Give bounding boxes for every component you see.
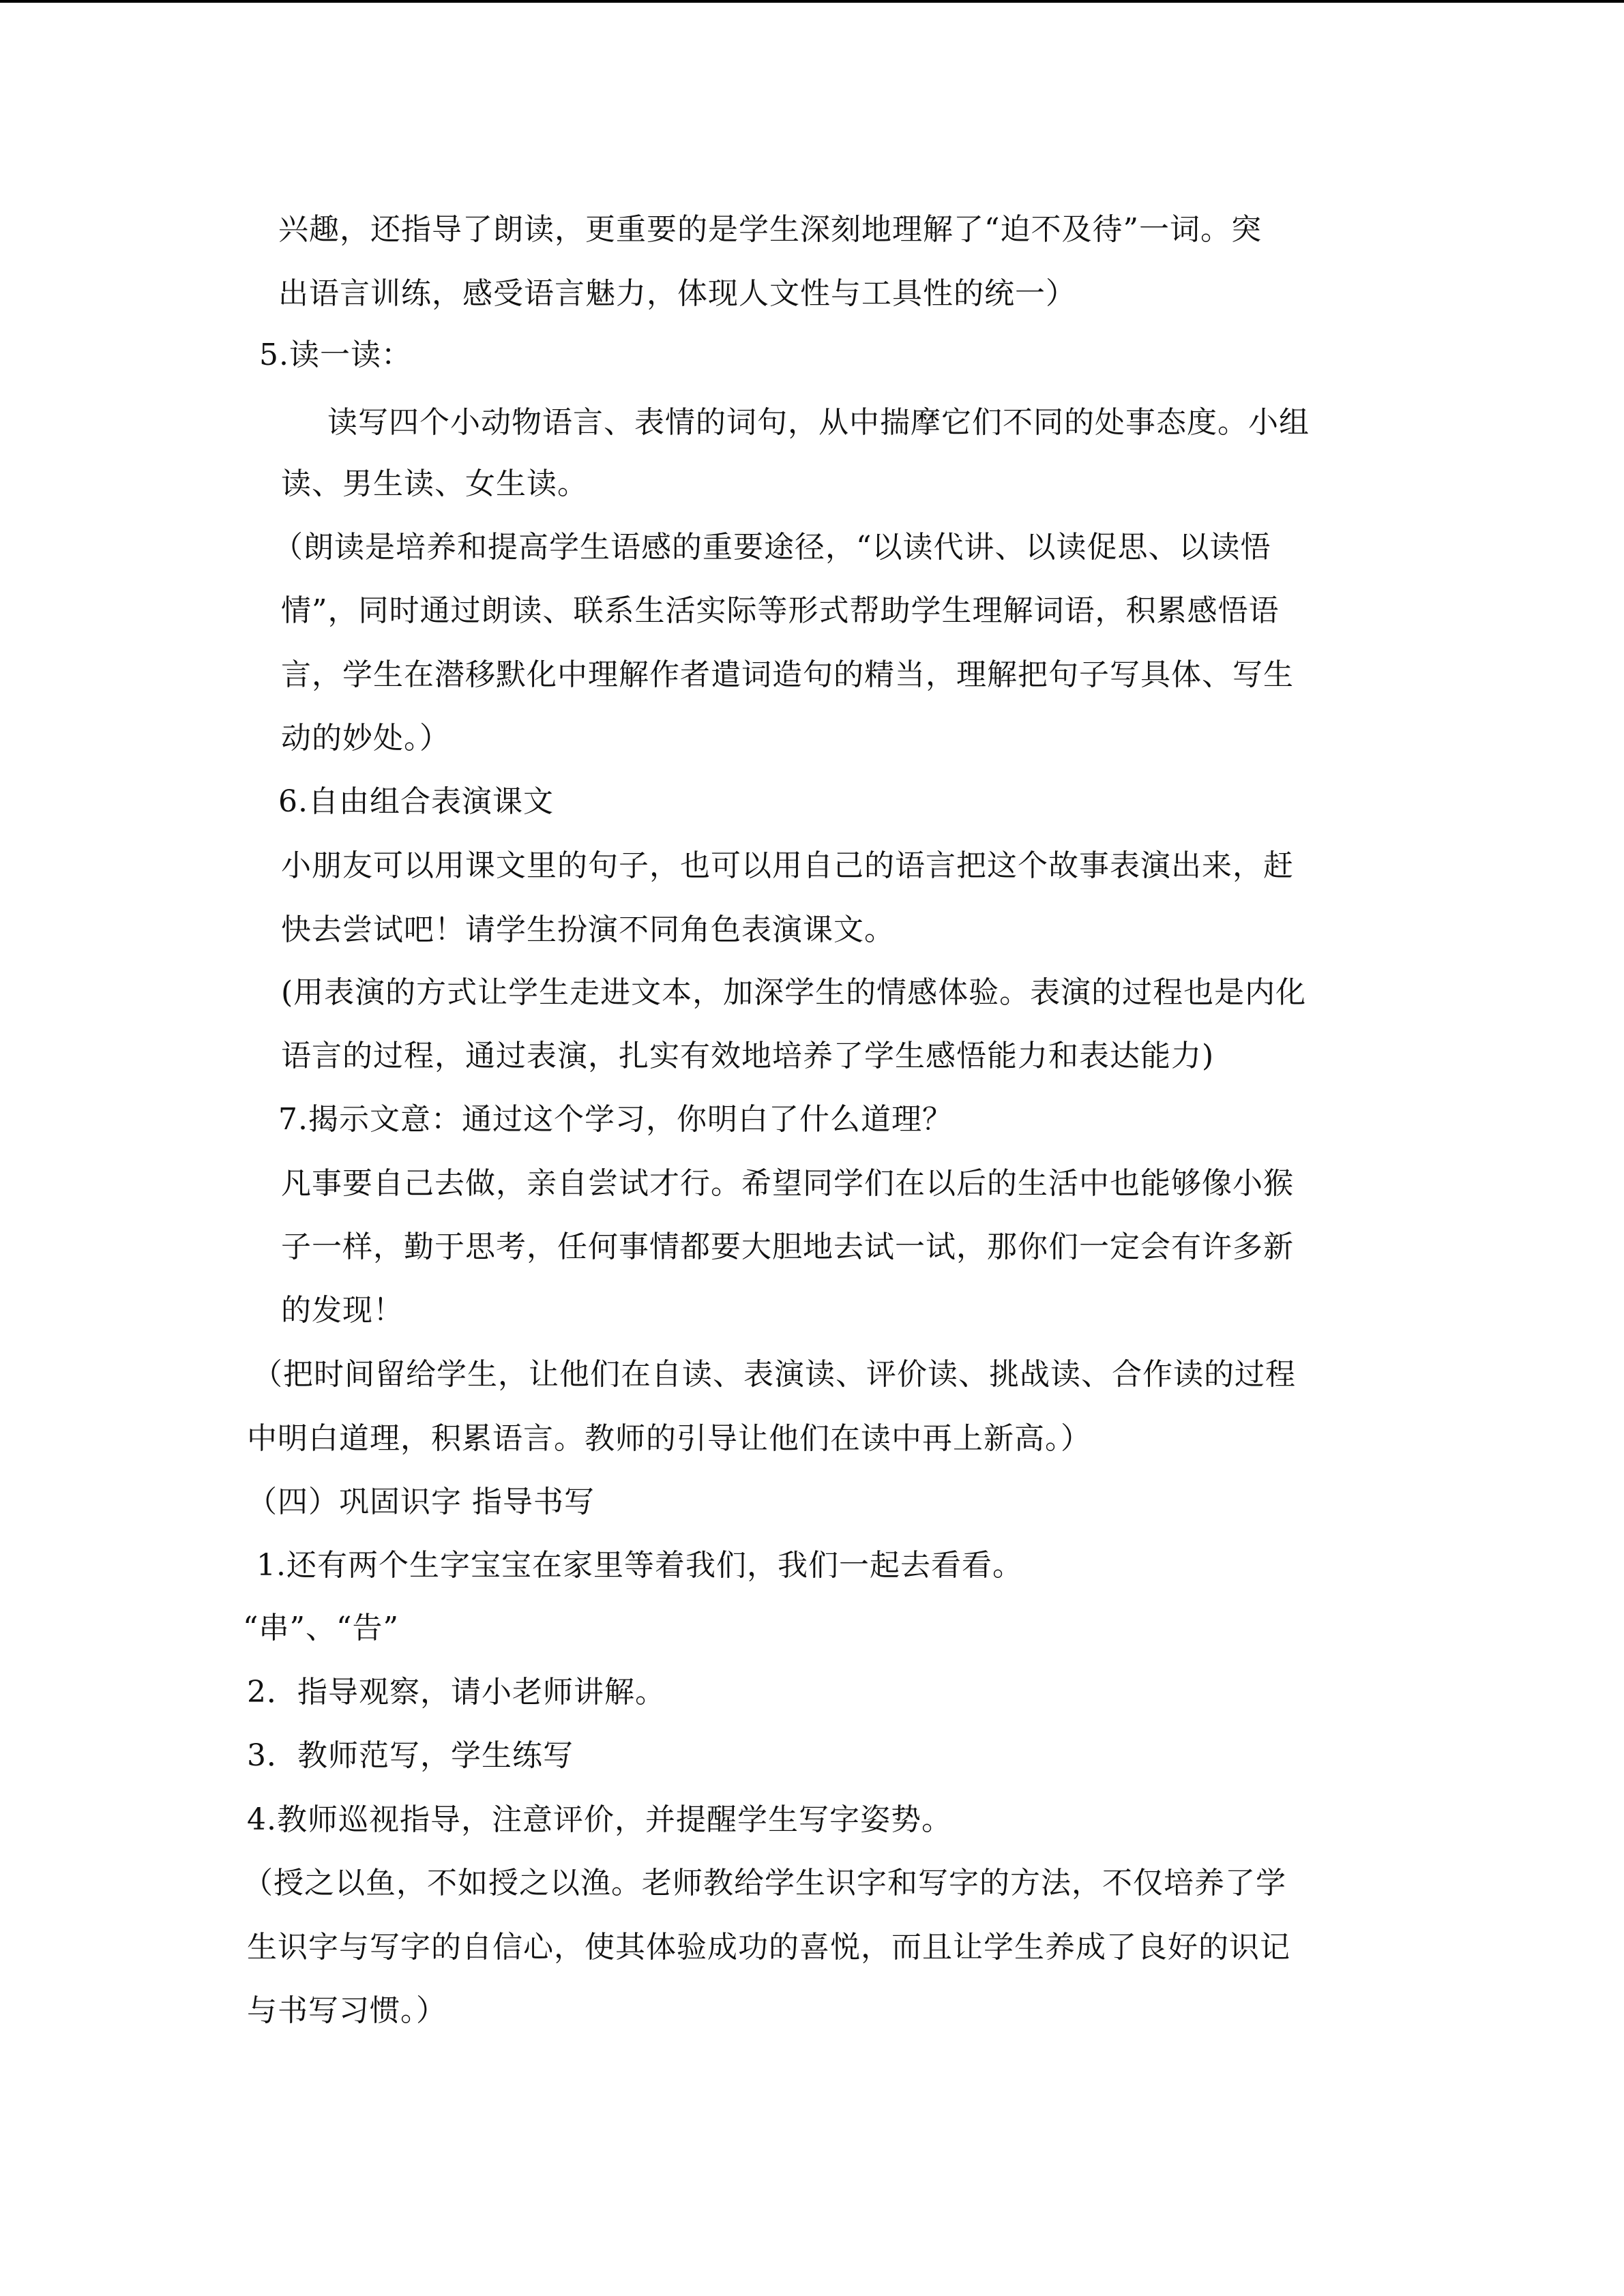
text-line: 兴趣，还指导了朗读，更重要的是学生深刻地理解了“迫不及待”一词。突 xyxy=(278,212,1262,247)
text-line: 动的妙处。） xyxy=(281,721,450,756)
section-heading: 5.读一读： xyxy=(259,338,412,372)
text-line: （朗读是培养和提高学生语感的重要途径，“以读代讲、以读促思、以读悟 xyxy=(273,530,1271,565)
text-line: 出语言训练，感受语言魅力，体现人文性与工具性的统一） xyxy=(278,276,1076,311)
text-line: 3．教师范写，学生练写 xyxy=(247,1738,574,1773)
text-line: 言，学生在潜移默化中理解作者遣词造句的精当，理解把句子写具体、写生 xyxy=(281,657,1294,692)
text-line: 语言的过程，通过表演，扎实有效地培养了学生感悟能力和表达能力) xyxy=(281,1039,1215,1073)
text-line: 情”，同时通过朗读、联系生活实际等形式帮助学生理解词语，积累感悟语 xyxy=(281,593,1280,628)
text-line: 生识字与写字的自信心，使其体验成功的喜悦，而且让学生养成了良好的识记 xyxy=(247,1930,1290,1965)
text-line: 小朋友可以用课文里的句子，也可以用自己的语言把这个故事表演出来，赶 xyxy=(281,848,1294,883)
text-line: 快去尝试吧！请学生扮演不同角色表演课文。 xyxy=(281,912,895,947)
text-line: 中明白道理，积累语言。教师的引导让他们在读中再上新高。） xyxy=(247,1421,1091,1456)
section-heading: （四）巩固识字 指导书写 xyxy=(247,1485,595,1519)
text-line: 2．指导观察，请小老师讲解。 xyxy=(247,1675,666,1710)
text-line: “串”、“告” xyxy=(243,1611,399,1645)
section-heading: 6.自由组合表演课文 xyxy=(278,784,554,819)
text-line: 读、男生读、女生读。 xyxy=(281,466,588,501)
text-line: 的发现！ xyxy=(281,1293,404,1328)
text-line: (用表演的方式让学生走进文本，加深学生的情感体验。表演的过程也是内化 xyxy=(281,975,1307,1010)
text-line: （把时间留给学生，让他们在自读、表演读、评价读、挑战读、合作读的过程 xyxy=(252,1357,1296,1392)
text-line: 子一样，勤于思考，任何事情都要大胆地去试一试，那你们一定会有许多新 xyxy=(281,1229,1294,1264)
text-line: 凡事要自己去做，亲自尝试才行。希望同学们在以后的生活中也能够像小猴 xyxy=(281,1166,1294,1201)
text-line: 1.还有两个生字宝宝在家里等着我们，我们一起去看看。 xyxy=(256,1548,1023,1583)
text-line: 读写四个小动物语言、表情的词句，从中揣摩它们不同的处事态度。小组 xyxy=(327,405,1310,440)
text-line: （授之以鱼，不如授之以渔。老师教给学生识字和写字的方法，不仅培养了学 xyxy=(243,1866,1286,1900)
text-line: 4.教师巡视指导，注意评价，并提醒学生写字姿势。 xyxy=(247,1802,952,1837)
section-heading: 7.揭示文意：通过这个学习，你明白了什么道理？ xyxy=(278,1102,953,1137)
text-line: 与书写习惯。） xyxy=(247,1993,447,2028)
